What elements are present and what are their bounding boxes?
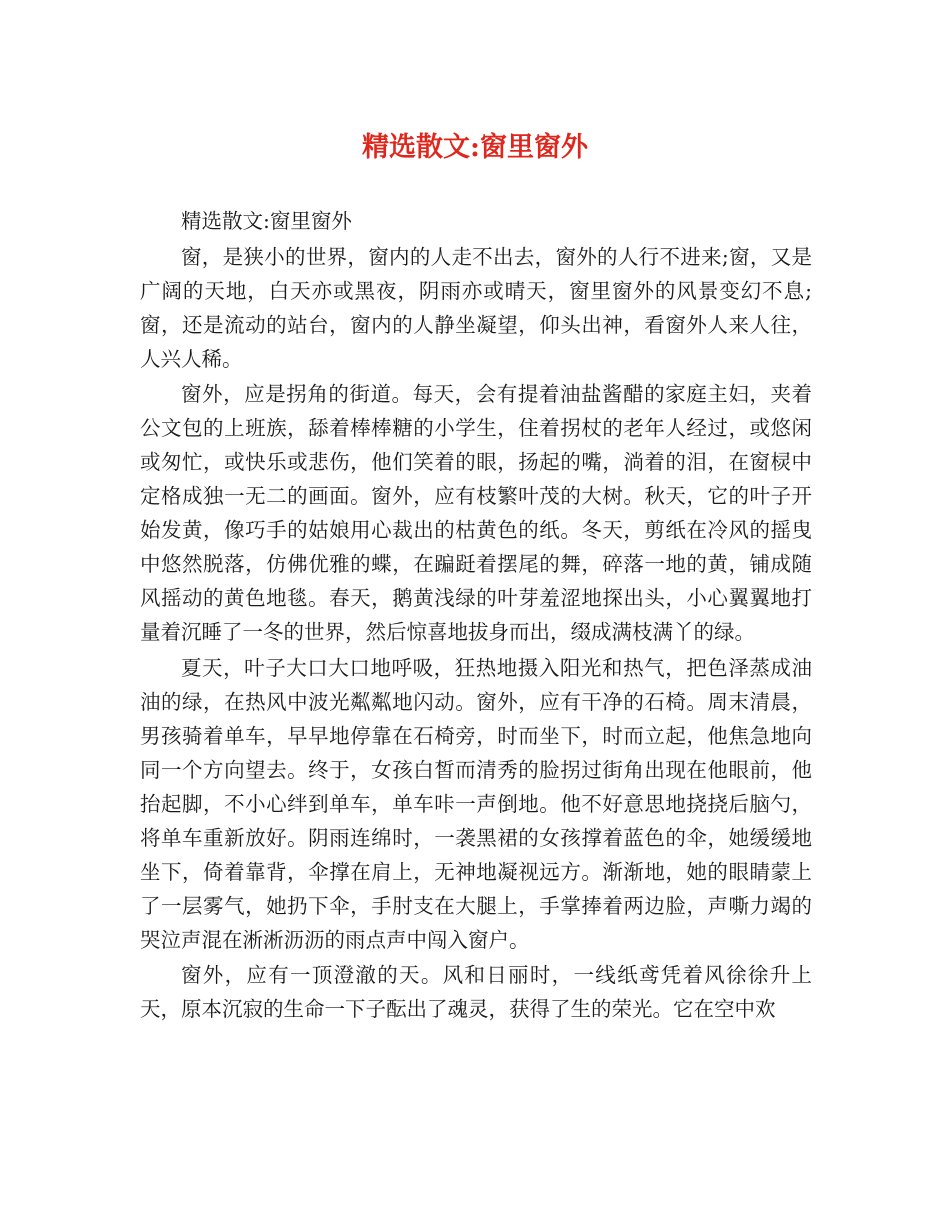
paragraph-subtitle: 精选散文:窗里窗外 (181, 209, 352, 233)
document-title: 精选散文:窗里窗外 (362, 132, 588, 163)
paragraph: 窗外，应有一顶澄澈的天。风和日丽时，一线纸鸢凭着风徐徐升上天，原本沉寂的生命一下子酝出了魂灵，获得了生的荣光。它在空中欢 (140, 963, 812, 1021)
paragraph: 窗外，应是拐角的街道。每天，会有提着油盐酱醋的家庭主妇，夹着公文包的上班族，舔着棒棒糖的小学生，住着拐杖的老年人经过，或悠闲或匆忙，或快乐或悲伤，他们笑着的眼，扬起的嘴，淌着的泪，在窗棂中定格成独一无二的画面。窗外，应有枝繁叶茂的大树。秋天，它的叶子开始发黄，像巧手的姑娘用心裁出的枯黄色的纸。冬天，剪纸在冷风的摇曳中悠然脱落，仿佛优雅的蝶，在蹁跹着摆尾的舞，碎落一地的黄，铺成随风摇动的黄色地毯。春天，鹅黄浅绿的叶芽羞涩地探出头，小心翼翼地打量着沉睡了一冬的世界，然后惊喜地拔身而出，缀成满枝满丫的绿。 (140, 382, 812, 644)
paragraph: 窗，是狭小的世界，窗内的人走不出去，窗外的人行不进来;窗，又是广阔的天地，白天亦或黑夜，阴雨亦或晴天，窗里窗外的风景变幻不息;窗，还是流动的站台，窗内的人静坐凝望，仰头出神，看窗外人来人往，人兴人稀。 (140, 244, 812, 371)
document-body (140, 204, 812, 1028)
paragraph: 夏天，叶子大口大口地呼吸，狂热地摄入阳光和热气，把色泽蒸成油油的绿，在热风中波光粼粼地闪动。窗外，应有干净的石椅。周末清晨，男孩骑着单车，早早地停靠在石椅旁，时而坐下，时而立起，他焦急地向同一个方向望去。终于，女孩白皙而清秀的脸拐过街角出现在他眼前，他抬起脚，不小心绊到单车，单车咔一声倒地。他不好意思地挠挠后脑勺，将单车重新放好。阴雨连绵时，一袭黑裙的女孩撑着蓝色的伞，她缓缓地坐下，倚着靠背，伞撑在肩上，无神地凝视远方。渐渐地，她的眼睛蒙上了一层雾气，她扔下伞，手肘支在大腿上，手掌捧着两边脸，声嘶力竭的哭泣声混在淅淅沥沥的雨点声中闯入窗户。 (140, 655, 812, 952)
